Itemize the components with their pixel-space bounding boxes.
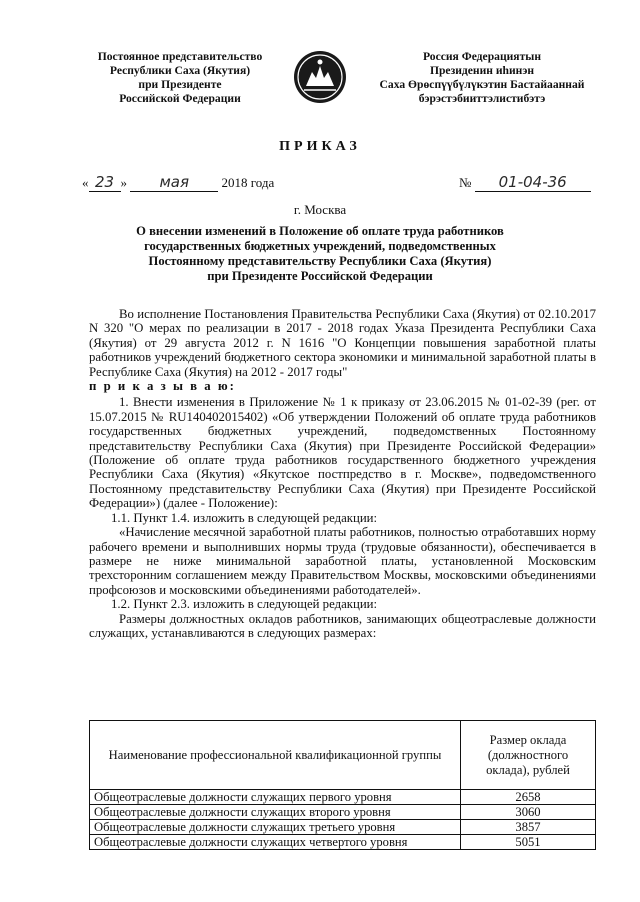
order-date — [82, 173, 274, 192]
item-1-paragraph: 1. Внести изменения в Приложение № 1 к приказу от 23.06.2015 № 01-02-39 (рег. от 15.07.2015 № RU140402015402) «Об утверждении Положений об оплате труда работников государственных бюджетных учреждений, подведомственных Постоянному представительству Республики Саха (Якутия) при Президенте Российской Федерации» (Положение об оплате труда работников государственного бюджетного учреждения Республики Саха (Якутия) «Якутское постпредство в г. Москве», подведомственного Постоянному представительству Республики Саха (Якутия) при Президенте Российской Федерации») (далее - Положение): — [89, 395, 596, 511]
header-salary: Размер оклада (должностного оклада), рублей — [461, 721, 596, 790]
row-salary: 3060 — [461, 805, 596, 820]
date-year: 2018 года — [221, 175, 275, 190]
header-right-block — [357, 50, 607, 106]
row-group: Общеотраслевые должности служащих третьего уровня — [90, 820, 461, 835]
order-word: п р и к а з ы в а ю: — [89, 379, 236, 394]
subject-line: О внесении изменений в Положение об оплате труда работников — [136, 224, 504, 238]
row-salary: 5051 — [461, 835, 596, 850]
row-salary: 2658 — [461, 790, 596, 805]
table-row — [90, 805, 596, 820]
header-left-line: Российской Федерации — [119, 92, 241, 105]
header-left-line: Республики Саха (Якутия) — [109, 64, 251, 77]
header-left-line: при Президенте — [138, 78, 222, 91]
row-group: Общеотраслевые должности служащих четвертого уровня — [90, 835, 461, 850]
date-day-handwritten: 23 — [89, 173, 121, 192]
header-right-line: Россия Федерациятын — [423, 50, 541, 63]
item-1-2-heading: 1.2. Пункт 2.3. изложить в следующей редакции: — [111, 597, 378, 612]
item-1-1-heading: 1.1. Пункт 1.4. изложить в следующей редакции: — [111, 510, 378, 525]
header-right-line: Саха Өрөспүүбүлүкэтин Бастайааннай — [379, 78, 585, 91]
subject-line: Постоянному представительству Республики Саха (Якутия) — [148, 254, 492, 268]
header-left-block — [70, 50, 290, 106]
date-close-quote: » — [120, 175, 127, 190]
header-group-name: Наименование профессиональной квалификационной группы — [90, 721, 461, 790]
row-group: Общеотраслевые должности служащих первого уровня — [90, 790, 461, 805]
date-open-quote: « — [82, 175, 89, 190]
header-left-line: Постоянное представительство — [97, 50, 263, 63]
subject-line: при Президенте Российской Федерации — [207, 269, 433, 283]
date-month-handwritten: мая — [130, 173, 218, 192]
subject-line: государственных бюджетных учреждений, подведомственных — [144, 239, 496, 253]
item-1-1-text: «Начисление месячной заработной платы работников, полностью отработавших норму рабочего времени и выполнивших нормы труда (трудовые обязанности), обеспечивается в размере не ниже минимальной заработной платы, установленной Московским трехсторонним соглашением между Правительством Москвы, московскими объединениями профсоюзов и московскими объединениями работодателей». — [89, 525, 596, 597]
order-subject — [110, 224, 530, 284]
city-line: г. Москва — [293, 202, 347, 217]
table-header-row — [90, 721, 596, 790]
table-row — [90, 790, 596, 805]
order-body — [89, 307, 596, 640]
document-title: ПРИКАЗ — [279, 139, 361, 154]
number-label: № — [459, 175, 472, 190]
row-salary: 3857 — [461, 820, 596, 835]
coat-of-arms-emblem-icon — [292, 48, 348, 106]
salary-table — [89, 720, 596, 850]
table-row — [90, 820, 596, 835]
header-right-line: Президенин иһинэн — [429, 64, 535, 77]
row-group: Общеотраслевые должности служащих второго уровня — [90, 805, 461, 820]
number-value-handwritten: 01-04-36 — [475, 173, 591, 192]
order-number — [459, 173, 591, 192]
item-1-2-text: Размеры должностных окладов работников, занимающих общеотраслевые должности служащих, устанавливаются в следующих размерах: — [89, 611, 596, 640]
table-row — [90, 835, 596, 850]
header-right-line: бэрэстэбииттэлистибэтэ — [418, 92, 546, 105]
preamble-paragraph: Во исполнение Постановления Правительства Республики Саха (Якутия) от 02.10.2017 N 320 "О мерах по реализации в 2017 - 2018 годах Указа Президента Республики Саха (Якутия) от 29 августа 2012 г. N 1616 "О Концепции повышения заработной платы работников учреждений бюджетного сектора экономики и минимальной заработной платы в Республике Саха (Якутия) на 2012 - 2017 годы" — [89, 307, 596, 379]
